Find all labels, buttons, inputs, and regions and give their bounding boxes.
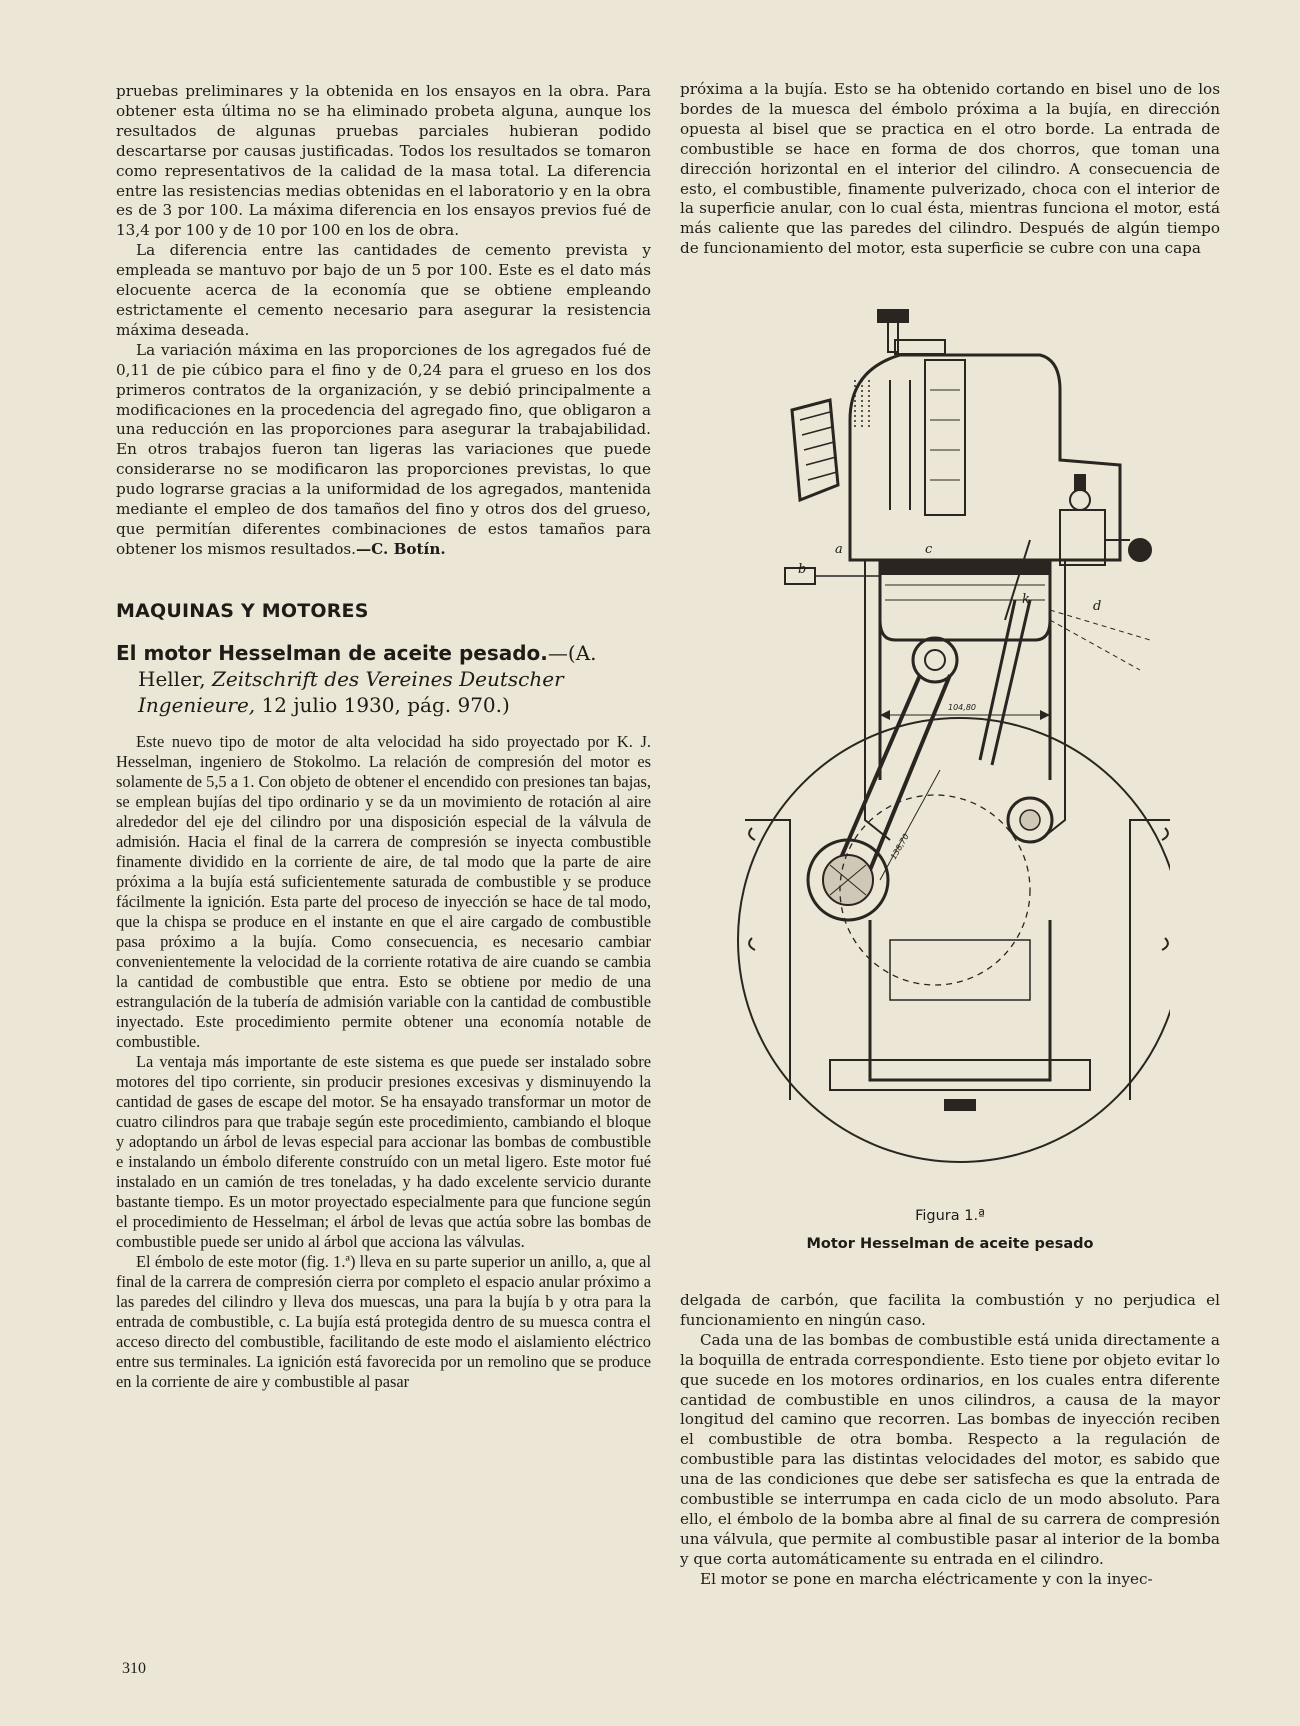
stroke-dimension: 138,70 — [888, 832, 911, 861]
rocker-arm — [895, 340, 945, 354]
article-title: El motor Hesselman de aceite pesado. — [116, 640, 548, 665]
body-paragraph — [116, 341, 651, 560]
body-paragraph: próxima a la bujía. Esto se ha obtenido cortando en bisel uno de los bordes de la muesca del émbolo próxima a la bujía, en dirección opuesta al bisel que se practica en el otro borde. La entrada de combustible se hace en forma de dos chorros, que toman una dirección horizontal en el interior del cilindro. A consecuencia de esto, el combustible, finamente pulverizado, choca con el interior de la superficie anular, con lo cual ésta, mientras funciona el motor, está más caliente que las paredes del cilindro. Después de algún tiempo de funcionamiento del motor, esta superficie se cubre con una capa — [680, 80, 1220, 258]
article-source-date: 12 julio 1930, pág. 970.) — [261, 692, 510, 717]
drain-plug — [945, 1100, 975, 1110]
body-paragraph: El émbolo de este motor (fig. 1.ª) lleva en su parte superior un anillo, a, que al final de la carrera de compresión cierra por completo el espacio anular próximo a las paredes del cilindro y lleva dos muescas, una para la bujía b y otra para la entrada de combustible, c. La bujía está protegida dentro de su muesca contra el acceso directo del combustible, facilitando de este modo el aislamiento eléctrico entre sus terminales. La ignición está favorecida por un remolino que se produce en la corriente de aire y combustible al pasar — [116, 1251, 651, 1391]
exhaust-port — [792, 400, 838, 500]
adjusting-knob — [1129, 539, 1151, 561]
filler-cap — [878, 310, 908, 322]
paragraph-text: La variación máxima en las proporciones de los agregados fué de 0,11 de pie cúbico para el fino y de 0,24 para el grueso en los dos primeros contratos de la organización, y se debió principalmente a modificaciones en la procedencia del agregado fino, que obligaron a una reducción en las proporciones para asegurar la trabajabilidad. En otros trabajos fueron tan ligeras las variaciones que puede considerarse no se modificaron las proporciones previstas, lo que pudo lograrse gracias a la uniformidad de los agregados, mantenida mediante el empleo de dos tamaños del fino y otros dos del grueso, que permitían diferentes combinaciones de estos tamaños para obtener los mismos resultados. — [116, 340, 651, 558]
left-column — [116, 82, 651, 1392]
bore-dimension: 104,80 — [948, 703, 976, 712]
body-paragraph: El motor se pone en marcha eléctricamente y con la inyec- — [700, 1569, 1153, 1588]
pump-rod — [980, 600, 1030, 765]
right-column-top — [680, 80, 1220, 259]
author-signature: —C. Botín. — [355, 539, 446, 558]
filler-neck — [888, 322, 898, 352]
label-d: d — [1093, 599, 1102, 614]
body-paragraph: delgada de carbón, que facilita la combustión y no perjudica el funcionamiento en ningún caso. — [680, 1291, 1220, 1329]
label-k: k — [1022, 592, 1030, 607]
body-paragraph: Este nuevo tipo de motor de alta velocidad ha sido proyectado por K. J. Hesselman, ingeniero de Stokolmo. La relación de compresión del motor es solamente de 5,5 a 1. Con objeto de obtener el encendido con presiones tan bajas, se emplean bujías del tipo ordinario y se da un movimiento de rotación al aire alrededor del eje del cilindro por una disposición especial de la válvula de admisión. Hacia el final de la carrera de compresión se inyecta combustible finamente dividido en la corriente de aire, de tal modo que la parte de aire próxima a la bujía está suficientemente saturada de combustible y se produce fácilmente la ignición. Esta parte del proceso de inyección se hace de tal modo, que la chispa se produce en el instante en que el aire cargado de combustible pasa próximo a la bujía. Como consecuencia, es necesario cambiar convenientemente la velocidad de la corriente rotativa de aire cuando se cambia la cantidad de combustible que entra. Esto se obtiene por medio de una estrangulación de la tubería de admisión variable con la cantidad de combustible inyectado. Este procedimiento permite obtener una economía notable de combustible. — [116, 731, 651, 1051]
body-paragraph: La ventaja más importante de este sistema es que puede ser instalado sobre motores del tipo corriente, sin producir presiones excesivas y disminuyendo la cantidad de gases de escape del motor. Se ha ensayado transformar un motor de cuatro cilindros para que trabaje según este procedimiento, cambiando el bloque y adoptando un árbol de levas especial para accionar las bombas de combustible e instalando un émbolo diferente construído con un metal ligero. Este motor fué instalado en un camión de tres toneladas, y ha dado excelente servicio durante bastante tiempo. Es un motor proyectado especialmente para que funcione según el procedimiento de Hesselman; el árbol de levas que actúa sobre las bombas de combustible puede ser unido al árbol que acciona las válvulas. — [116, 1051, 651, 1251]
article-body — [116, 732, 651, 1392]
body-paragraph: pruebas preliminares y la obtenida en los ensayos en la obra. Para obtener esta última no se ha eliminado probeta alguna, aunque los resultados de algunas pruebas parciales hubieran podido descartarse por causas justificadas. Todos los resultados se tomaron como representativos de la calidad de la masa total. La diferencia entre las resistencias medias obtenidas en el laboratorio y en la obra es de 3 por 100. La máxima diferencia en los ensayos previos fué de 13,4 por 100 y de 10 por 100 en los de obra. — [116, 82, 651, 240]
right-column-bottom — [680, 1291, 1220, 1590]
fuel-pump — [1060, 510, 1105, 565]
label-c: c — [925, 542, 933, 557]
engine-cross-section-drawing — [730, 300, 1170, 1200]
label-a: a — [835, 542, 843, 557]
article-source-prefix: —(A. Heller, — [138, 640, 597, 691]
body-paragraph: La diferencia entre las cantidades de cemento prevista y empleada se mantuvo por bajo de un 5 por 100. Este es el dato más elocuente acerca de la economía que se obtiene empleando estrictamente el cemento necesario para asegurar la resistencia máxima deseada. — [116, 241, 651, 339]
figure-number: Figura 1.ª — [915, 1208, 985, 1224]
figure-caption: Motor Hesselman de aceite pesado — [806, 1236, 1094, 1252]
article-header — [116, 640, 651, 718]
section-heading: MAQUINAS Y MOTORES — [116, 599, 369, 622]
piston-ring-a — [880, 562, 1050, 574]
label-b: b — [798, 562, 807, 577]
body-paragraph: Cada una de las bombas de combustible está unida directamente a la boquilla de entrada correspondiente. Esto tiene por objeto evitar lo que sucede en los motores ordinarios, en los cuales entra diferente cantidad de combustible en unos cilindros, a causa de la mayor longitud del camino que recorren. Las bombas de inyección reciben el combustible de otra bomba. Respecto a la regulación de combustible para las distintas velocidades del motor, es sabido que una de las condiciones que debe ser satisfecha es que la entrada de combustible se interrumpa en cada ciclo de un modo absoluto. Para ello, el émbolo de la bomba abre al final de su carrera de compresión una válvula, que permite al combustible pasar al interior de la bomba y que corta automáticamente su entrada en el cilindro. — [680, 1330, 1220, 1568]
article-source-journal: Zeitschrift des Vereines Deutscher Ingenieure, — [138, 666, 564, 717]
engine-figure — [730, 300, 1170, 1252]
page-number: 310 — [122, 1660, 146, 1677]
